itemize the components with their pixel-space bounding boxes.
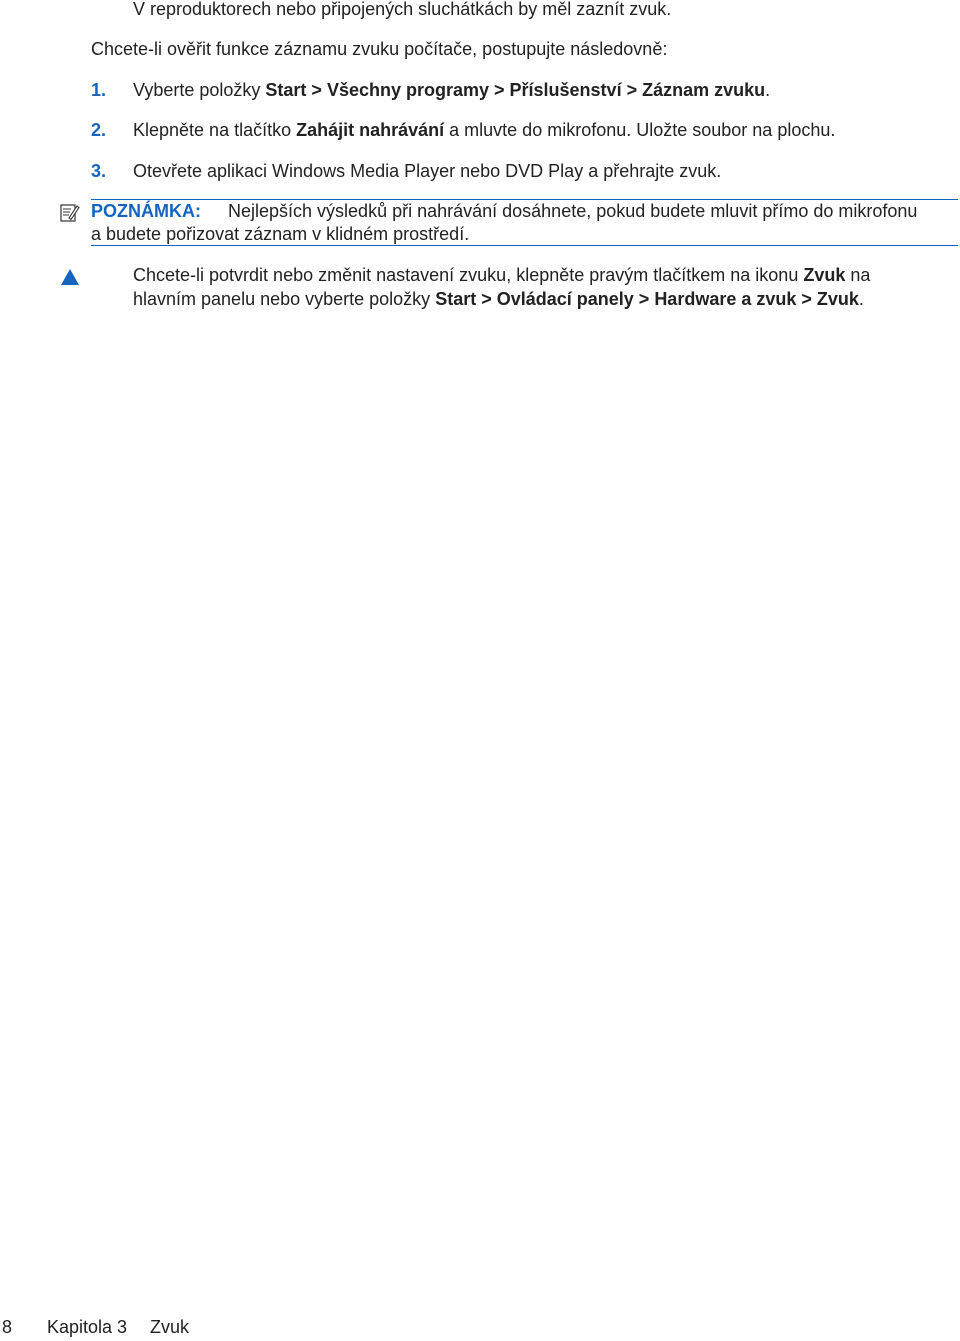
chapter-title: Zvuk	[150, 1317, 190, 1337]
step-number: 2.	[91, 120, 107, 140]
chapter-label: Kapitola 3	[47, 1317, 128, 1337]
note-label: POZNÁMKA:	[91, 201, 201, 221]
note-text-line-1: Nejlepších výsledků při nahrávání dosáhnete, pokud budete mluvit přímo do mikrofonu	[228, 201, 918, 221]
warning-triangle-icon	[60, 268, 80, 286]
step-text: Vyberte položky Start > Všechny programy > Příslušenství > Záznam zvuku.	[133, 80, 771, 100]
step-text: Otevřete aplikaci Windows Media Player nebo DVD Play a přehrajte zvuk.	[133, 161, 722, 181]
page-number: 8	[2, 1317, 13, 1337]
warning-text-line-1: Chcete-li potvrdit nebo změnit nastavení zvuku, klepněte pravým tlačítkem na ikonu Zvuk na	[133, 265, 871, 285]
step-text: Klepněte na tlačítko Zahájit nahrávání a mluvte do mikrofonu. Uložte soubor na plochu.	[133, 120, 836, 140]
note-box	[60, 198, 958, 246]
step-number: 1.	[91, 80, 107, 100]
intro-paragraph: V reproduktorech nebo připojených sluchátkách by měl zaznít zvuk.	[133, 0, 672, 19]
note-rule-bottom	[91, 245, 958, 246]
warning-text-line-2: hlavním panelu nebo vyberte položky Start > Ovládací panely > Hardware a zvuk > Zvuk.	[133, 289, 864, 309]
check-paragraph: Chcete-li ověřit funkce záznamu zvuku počítače, postupujte následovně:	[91, 39, 668, 59]
note-pencil-icon	[60, 202, 80, 224]
step-number: 3.	[91, 161, 107, 181]
note-text-line-2: a budete pořizovat záznam v klidném prostředí.	[91, 224, 470, 244]
